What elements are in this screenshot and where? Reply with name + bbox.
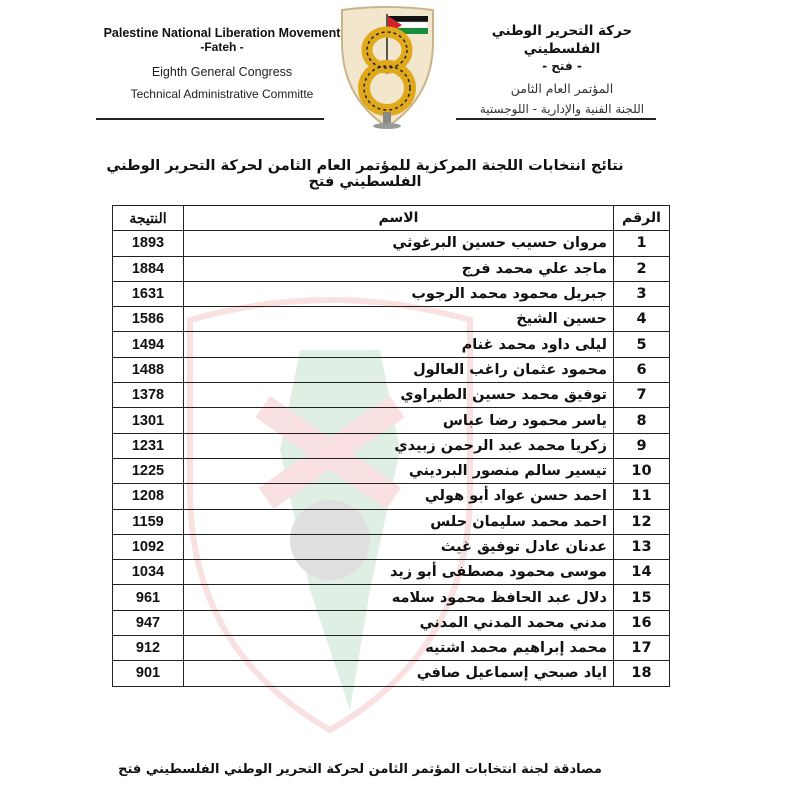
row-result: 1378: [113, 383, 184, 408]
row-number: 7: [614, 383, 670, 408]
row-name: اياد صبحي إسماعيل صافي: [184, 661, 614, 686]
table-row: [113, 484, 670, 509]
table-row: [113, 509, 670, 534]
certification-footer: مصادقة لجنة انتخابات المؤتمر الثامن لحركة التحرير الوطني الفلسطيني فتح: [118, 762, 602, 777]
english-header: [96, 26, 348, 102]
header-rule-left: [96, 118, 324, 120]
row-result: 901: [113, 661, 184, 686]
row-result: 961: [113, 585, 184, 610]
header-number: الرقم: [614, 206, 670, 231]
page-title: نتائج انتخابات اللجنة المركزية للمؤتمر العام الثامن لحركة التحرير الوطني الفلسطيني فتح: [106, 158, 624, 190]
row-result: 1494: [113, 332, 184, 357]
table-row: [113, 281, 670, 306]
congress-logo-icon: [330, 2, 445, 132]
row-name: احمد محمد سليمان حلس: [184, 509, 614, 534]
row-result: 1488: [113, 357, 184, 382]
row-name: احمد حسن عواد أبو هولي: [184, 484, 614, 509]
row-number: 1: [614, 231, 670, 256]
row-number: 4: [614, 307, 670, 332]
row-result: 1159: [113, 509, 184, 534]
row-number: 16: [614, 610, 670, 635]
row-result: 912: [113, 636, 184, 661]
table-row: [113, 256, 670, 281]
row-number: 2: [614, 256, 670, 281]
row-number: 14: [614, 560, 670, 585]
table-row: [113, 357, 670, 382]
table-row: [113, 585, 670, 610]
row-number: 9: [614, 433, 670, 458]
row-number: 10: [614, 458, 670, 483]
header-name: الاسم: [184, 206, 614, 231]
header-result: النتيجة: [113, 206, 184, 231]
row-result: 1893: [113, 231, 184, 256]
row-name: جبريل محمود محمد الرجوب: [184, 281, 614, 306]
table-row: [113, 534, 670, 559]
table-row: [113, 408, 670, 433]
row-number: 8: [614, 408, 670, 433]
committee-name-en: Technical Administrative Committe: [130, 87, 314, 101]
row-name: ماجد علي محمد فرج: [184, 256, 614, 281]
row-number: 11: [614, 484, 670, 509]
congress-name-en: Eighth General Congress: [151, 65, 293, 79]
row-name: حسين الشيخ: [184, 307, 614, 332]
row-result: 1034: [113, 560, 184, 585]
row-name: مروان حسيب حسين البرغوثي: [184, 231, 614, 256]
row-name: ياسر محمود رضا عباس: [184, 408, 614, 433]
row-number: 3: [614, 281, 670, 306]
row-number: 6: [614, 357, 670, 382]
row-name: مدني محمد المدني المدني: [184, 610, 614, 635]
row-name: ليلى داود محمد غنام: [184, 332, 614, 357]
row-number: 13: [614, 534, 670, 559]
row-number: 12: [614, 509, 670, 534]
org-short-en: -Fateh -: [200, 40, 244, 54]
table-row: [113, 433, 670, 458]
row-result: 1631: [113, 281, 184, 306]
row-result: 1231: [113, 433, 184, 458]
row-number: 17: [614, 636, 670, 661]
table-row: [113, 231, 670, 256]
org-short-ar: - فتح -: [542, 59, 582, 73]
row-number: 15: [614, 585, 670, 610]
table-row: [113, 383, 670, 408]
row-result: 947: [113, 610, 184, 635]
congress-name-ar: المؤتمر العام الثامن: [510, 81, 614, 96]
row-result: 1884: [113, 256, 184, 281]
table-row: [113, 610, 670, 635]
table-header-row: [113, 206, 670, 231]
org-name-ar: حركة التحرير الوطني الفلسطيني: [491, 23, 633, 57]
row-result: 1092: [113, 534, 184, 559]
row-name: موسى محمود مصطفى أبو زيد: [184, 560, 614, 585]
table-row: [113, 307, 670, 332]
row-number: 5: [614, 332, 670, 357]
arabic-header: [452, 22, 672, 118]
row-name: محمد إبراهيم محمد اشتيه: [184, 636, 614, 661]
row-result: 1301: [113, 408, 184, 433]
row-name: زكريا محمد عبد الرحمن زبيدي: [184, 433, 614, 458]
row-name: محمود عثمان راغب العالول: [184, 357, 614, 382]
row-name: عدنان عادل توفيق غيث: [184, 534, 614, 559]
table-row: [113, 560, 670, 585]
row-result: 1225: [113, 458, 184, 483]
row-name: توفيق محمد حسين الطيراوي: [184, 383, 614, 408]
table-row: [113, 661, 670, 686]
row-result: 1586: [113, 307, 184, 332]
row-name: تيسير سالم منصور البرديني: [184, 458, 614, 483]
row-name: دلال عبد الحافظ محمود سلامه: [184, 585, 614, 610]
table-row: [113, 636, 670, 661]
table-row: [113, 458, 670, 483]
table-row: [113, 332, 670, 357]
row-result: 1208: [113, 484, 184, 509]
org-name-en: Palestine National Liberation Movement: [103, 26, 341, 40]
row-number: 18: [614, 661, 670, 686]
committee-name-ar: اللجنة الفنية والإدارية - اللوجستية: [479, 102, 645, 116]
results-table: [112, 205, 670, 687]
header-rule-right: [456, 118, 656, 120]
